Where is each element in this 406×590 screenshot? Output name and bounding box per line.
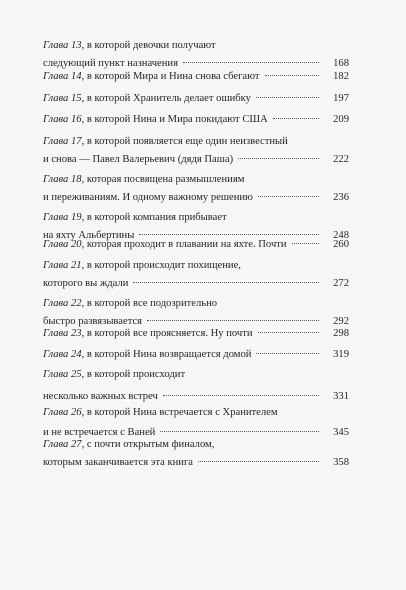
chapter-label: [43, 257, 82, 275]
chapter-title: , в которой появляется еще один неизвестный: [81, 136, 288, 147]
chapter-title-continued: и снова — Павел Валерьевич (дядя Паша): [43, 154, 234, 165]
chapter-word: Глава: [43, 260, 69, 271]
toc-entry-line: [43, 151, 349, 169]
chapter-label: [43, 295, 82, 313]
chapter-label: [43, 111, 82, 129]
chapter-word: Глава: [43, 174, 69, 185]
chapter-title: , в которой Хранитель делает ошибку: [81, 93, 251, 104]
dot-leader: [198, 461, 319, 462]
toc-entry-line: [43, 346, 349, 364]
dot-leader: [139, 234, 319, 235]
toc-entry-line: [43, 171, 349, 189]
toc-entry-line: [43, 37, 349, 55]
chapter-number: 19: [71, 212, 82, 223]
chapter-word: Глава: [43, 93, 69, 104]
chapter-number: 27: [71, 439, 82, 450]
page-number: 248: [333, 230, 349, 241]
toc-entry-21: [43, 257, 349, 293]
chapter-label: [43, 209, 82, 227]
chapter-label: [43, 68, 82, 86]
dot-leader: [258, 332, 319, 333]
chapter-number: 21: [71, 260, 82, 271]
page-number: 182: [333, 71, 349, 82]
toc-entry-line: [43, 257, 349, 275]
chapter-title-continued: следующий пункт назначения: [43, 58, 178, 69]
chapter-title-continued: несколько важных встреч: [43, 391, 158, 402]
page-number: 168: [333, 58, 349, 69]
page-number: 236: [333, 192, 349, 203]
chapter-label: [43, 366, 82, 384]
page-number: 272: [333, 278, 349, 289]
chapter-title: , в которой происходит похищение,: [81, 260, 241, 271]
chapter-word: Глава: [43, 239, 69, 250]
chapter-number: 23: [71, 328, 82, 339]
dot-leader: [292, 243, 319, 244]
chapter-label: [43, 325, 82, 343]
toc-entry-17: [43, 133, 349, 169]
chapter-word: Глава: [43, 328, 69, 339]
chapter-word: Глава: [43, 407, 69, 418]
chapter-title-continued: которым заканчивается эта книга: [43, 457, 193, 468]
chapter-number: 17: [71, 136, 82, 147]
chapter-number: 18: [71, 174, 82, 185]
chapter-title: , в которой девочки получают: [81, 40, 216, 51]
chapter-word: Глава: [43, 349, 69, 360]
chapter-number: 24: [71, 349, 82, 360]
toc-entry-14: [43, 68, 349, 86]
toc-entry-23: [43, 325, 349, 343]
page-number: 319: [333, 349, 349, 360]
dot-leader: [256, 97, 319, 98]
chapter-title: , в которой Нина и Мира покидают США: [81, 114, 268, 125]
chapter-label: [43, 37, 82, 55]
page-number: 358: [333, 457, 349, 468]
toc-entry-25: [43, 366, 349, 406]
chapter-label: [43, 133, 82, 151]
dot-leader: [238, 158, 319, 159]
chapter-number: 26: [71, 407, 82, 418]
toc-entry-line: [43, 404, 349, 422]
dot-leader: [160, 431, 319, 432]
dot-leader: [265, 75, 319, 76]
chapter-title: , с почти открытым финалом,: [81, 439, 215, 450]
chapter-title: , в которой Нина возвращается домой: [81, 349, 252, 360]
page-number: 209: [333, 114, 349, 125]
toc-entry-line: [43, 436, 349, 454]
chapter-word: Глава: [43, 298, 69, 309]
toc-entry-18: [43, 171, 349, 207]
chapter-title-continued: быстро развязывается: [43, 316, 143, 327]
chapter-title: , которая посвящена размышлениям: [81, 174, 245, 185]
chapter-word: Глава: [43, 40, 69, 51]
chapter-title-continued: и не встречается с Ваней: [43, 427, 156, 438]
chapter-number: 14: [71, 71, 82, 82]
toc-entry-20: [43, 236, 349, 254]
chapter-label: [43, 90, 82, 108]
toc-entry-line: [43, 189, 349, 207]
toc-entry-line: [43, 111, 349, 129]
chapter-number: 16: [71, 114, 82, 125]
toc-entry-27: [43, 436, 349, 472]
toc-entry-line: [43, 133, 349, 151]
page-number: 260: [333, 239, 349, 250]
dot-leader: [258, 196, 319, 197]
chapter-word: Глава: [43, 369, 69, 380]
chapter-title-continued: на яхту Альбертины: [43, 230, 135, 241]
dot-leader: [147, 320, 319, 321]
toc-entry-15: [43, 90, 349, 108]
dot-leader: [273, 118, 319, 119]
dot-leader: [133, 282, 319, 283]
chapter-label: [43, 346, 82, 364]
toc-entry-16: [43, 111, 349, 129]
page-number: 222: [333, 154, 349, 165]
page-number: 345: [333, 427, 349, 438]
chapter-title: , в которой компания прибывает: [81, 212, 227, 223]
chapter-word: Глава: [43, 212, 69, 223]
chapter-title: , в которой Мира и Нина снова сбегают: [81, 71, 260, 82]
page-number: 292: [333, 316, 349, 327]
chapter-word: Глава: [43, 71, 69, 82]
chapter-word: Глава: [43, 136, 69, 147]
page-number: 197: [333, 93, 349, 104]
chapter-label: [43, 236, 82, 254]
toc-entry-line: [43, 209, 349, 227]
toc-entry-line: [43, 68, 349, 86]
chapter-title: , которая проходит в плавании на яхте. Почти: [81, 239, 287, 250]
chapter-number: 25: [71, 369, 82, 380]
toc-entry-line: [43, 454, 349, 472]
dot-leader: [256, 353, 319, 354]
page-number: 298: [333, 328, 349, 339]
chapter-word: Глава: [43, 114, 69, 125]
chapter-number: 15: [71, 93, 82, 104]
toc-entry-line: [43, 236, 349, 254]
chapter-number: 20: [71, 239, 82, 250]
chapter-label: [43, 171, 82, 189]
chapter-title: , в которой происходит: [81, 369, 186, 380]
toc-entry-line: [43, 366, 349, 384]
chapter-title-continued: которого вы ждали: [43, 278, 129, 289]
chapter-title: , в которой все подозрительно: [81, 298, 218, 309]
chapter-number: 13: [71, 40, 82, 51]
chapter-title: , в которой все проясняется. Ну почти: [81, 328, 253, 339]
toc-entry-line: [43, 295, 349, 313]
toc-entry-line: [43, 275, 349, 293]
chapter-title: , в которой Нина встречается с Хранителем: [81, 407, 278, 418]
chapter-number: 22: [71, 298, 82, 309]
dot-leader: [183, 62, 319, 63]
dot-leader: [163, 395, 319, 396]
toc-entry-line: [43, 90, 349, 108]
chapter-label: [43, 404, 82, 422]
chapter-title-continued: и переживаниям. И одному важному решению: [43, 192, 253, 203]
toc-entry-24: [43, 346, 349, 364]
chapter-label: [43, 436, 82, 454]
toc-entry-line: [43, 325, 349, 343]
chapter-word: Глава: [43, 439, 69, 450]
page-number: 331: [333, 391, 349, 402]
